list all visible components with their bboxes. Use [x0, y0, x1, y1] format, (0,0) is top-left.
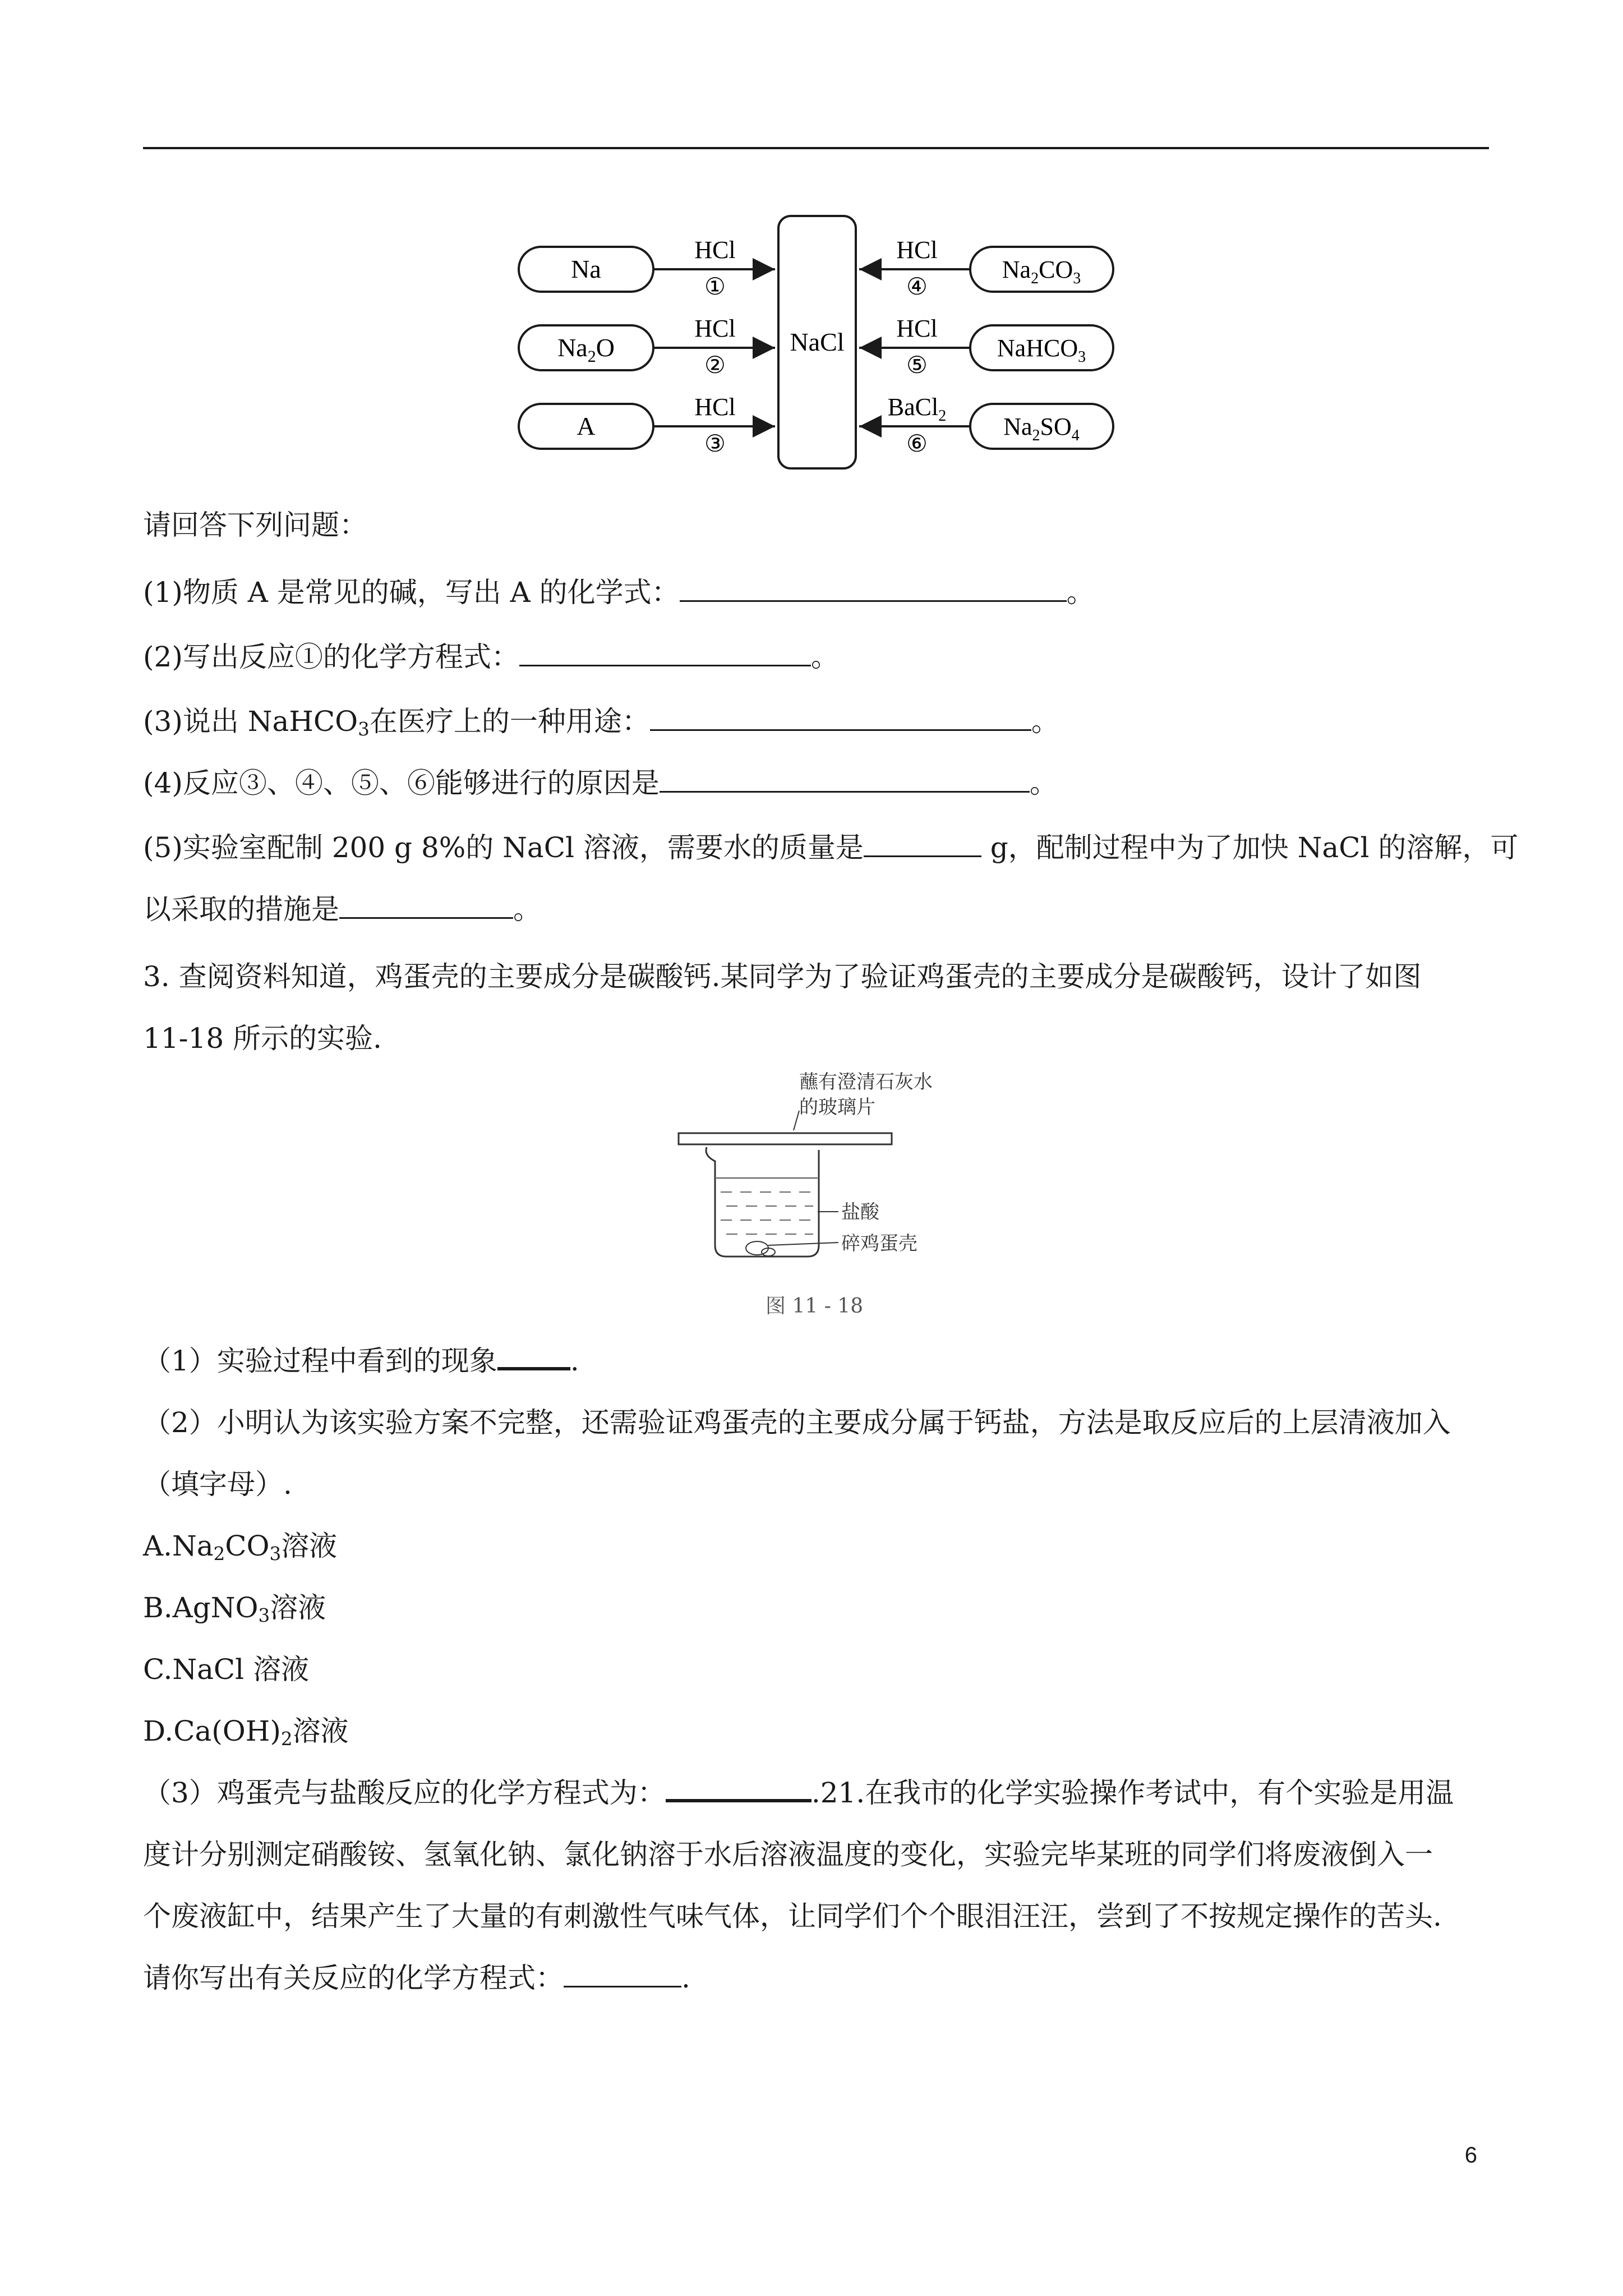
reagent-2: HCl [694, 315, 736, 342]
header-rule [143, 147, 1489, 149]
liquid-waves [721, 1192, 813, 1234]
right-box-nahco3-label: NaHCO$_3$ [997, 334, 1086, 366]
option-c[interactable]: C.NaCl 溶液 [143, 1653, 310, 1686]
q2-part4: (4)反应③、④、⑤、⑥能够进行的原因是 。 [143, 767, 1058, 799]
num-5: ⑤ [906, 351, 928, 379]
answer-blank-9[interactable] [564, 1963, 681, 1987]
label-acid: 盐酸 [841, 1201, 879, 1223]
answer-blank-1[interactable] [680, 578, 1067, 602]
q2-part1: (1)物质 A 是常见的碱，写出 A 的化学式： 。 [143, 576, 1095, 609]
right-box-na2so4-label: $Na_2SO_4$ [1003, 413, 1080, 444]
q3-sub3-line2: 度计分别测定硝酸铵、氢氧化钠、氯化钠溶于水后溶液温度的变化，实验完毕某班的同学们将废液倒入一 [143, 1838, 1433, 1871]
q2-part5-line1: (5)实验室配制 200 g 8%的 NaCl 溶液，需要水的质量是 g，配制过程中为了加快 NaCl 的溶解，可 [143, 831, 1519, 864]
label-eggshell: 碎鸡蛋壳 [841, 1232, 917, 1255]
q3-sub3-line3: 个废液缸中，结果产生了大量的有刺激性气味气体，让同学们个个眼泪汪汪，尝到了不按规定操作的苦头. [143, 1900, 1442, 1932]
num-3: ③ [704, 430, 726, 457]
reagent-4: HCl [896, 236, 938, 264]
q3-line1: 3. 查阅资料知道，鸡蛋壳的主要成分是碳酸钙.某同学为了验证鸡蛋壳的主要成分是碳酸钙，设计了如图 [143, 960, 1422, 993]
answer-blank-2[interactable] [519, 642, 811, 666]
q3-line2: 11-18 所示的实验. [143, 1022, 382, 1055]
q2-intro: 请回答下列问题： [143, 509, 367, 541]
answer-blank-7[interactable] [497, 1345, 570, 1370]
q3-sub3-line4: 请你写出有关反应的化学方程式： . [143, 1962, 690, 1994]
label-glass-1: 蘸有澄清石灰水 [799, 1071, 933, 1093]
glass-plate [679, 1133, 892, 1144]
q3-sub3-line1: （3）鸡蛋壳与盐酸反应的化学方程式为： .21.在我市的化学实验操作考试中，有个实验是用温 [143, 1777, 1454, 1809]
reaction-diagram [516, 210, 1122, 474]
reagent-6: BaCl$_2$ [887, 393, 947, 425]
figure-caption: 图 11 - 18 [766, 1295, 864, 1318]
left-box-na-label: Na [571, 255, 601, 283]
q2-part5-line2: 以采取的措施是 。 [143, 893, 541, 926]
reagent-5: HCl [896, 315, 938, 342]
label-glass-2: 的玻璃片 [799, 1096, 875, 1119]
reagent-3: HCl [694, 393, 736, 421]
left-box-na2o-label: $Na_2O$ [557, 333, 615, 366]
beaker-outline [706, 1147, 819, 1257]
num-2: ② [704, 351, 726, 379]
num-6: ⑥ [906, 430, 928, 457]
answer-blank-4[interactable] [660, 769, 1030, 793]
answer-blank-8[interactable] [666, 1777, 811, 1802]
q3-sub2-line1: （2）小明认为该实验方案不完整，还需验证鸡蛋壳的主要成分属于钙盐，方法是取反应后的上层清液加入 [143, 1406, 1451, 1439]
answer-blank-3[interactable] [650, 707, 1031, 731]
right-box-na2co3-label: $Na_2CO_3$ [1002, 256, 1081, 287]
beaker-figure [670, 1071, 962, 1307]
left-box-a-label: A [577, 412, 596, 440]
center-label: NaCl [790, 328, 845, 356]
q2-part3: (3)说出 NaHCO$_3$在医疗上的一种用途： 。 [143, 705, 1059, 740]
q3-sub1: （1）实验过程中看到的现象 . [143, 1345, 579, 1377]
q2-part2: (2)写出反应①的化学方程式： 。 [143, 641, 839, 673]
answer-blank-5[interactable] [864, 833, 981, 857]
num-4: ④ [906, 273, 928, 300]
answer-blank-6[interactable] [339, 895, 513, 919]
q3-sub2-line2: （填字母）. [143, 1468, 292, 1501]
num-1: ① [704, 273, 726, 300]
reagent-1: HCl [694, 236, 736, 264]
page-number: 6 [1464, 2143, 1477, 2168]
option-d[interactable]: $D.Ca(OH)_2$溶液 [143, 1715, 349, 1750]
option-b[interactable]: B.AgNO$_3$溶液 [143, 1591, 326, 1627]
option-a[interactable]: $A.Na_2CO_3$溶液 [143, 1530, 338, 1565]
